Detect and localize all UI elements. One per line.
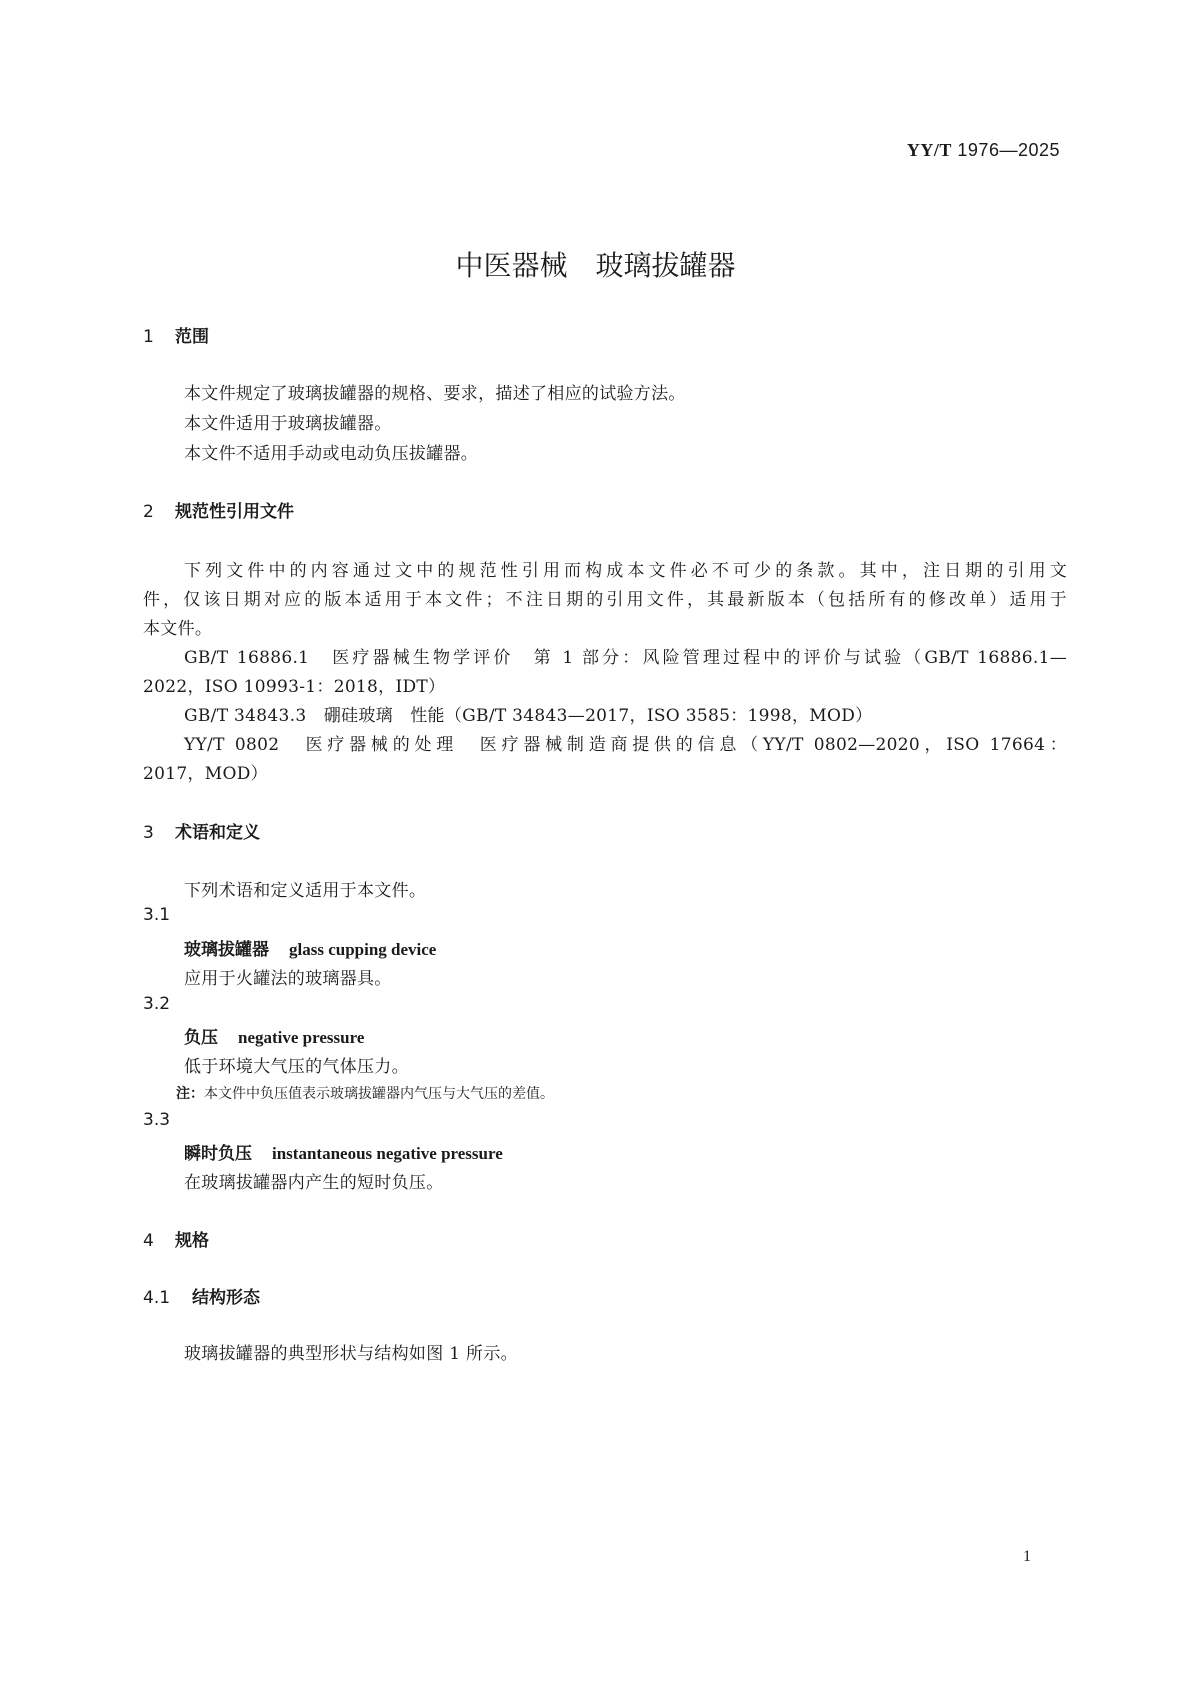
section-title: 规格 [175, 1231, 209, 1251]
reference-2: GB/T 34843.3 硼硅玻璃 性能（GB/T 34843—2017，ISO 3585：1998，MOD） [184, 706, 873, 726]
section-1-para-1: 本文件规定了玻璃拔罐器的规格、要求，描述了相应的试验方法。 [184, 384, 686, 404]
document-code [907, 140, 1060, 161]
subsection-number: 4.1 [143, 1288, 171, 1308]
section-number: 4 [143, 1231, 154, 1251]
section-2-intro-line-2: 件，仅该日期对应的版本适用于本文件；不注日期的引用文件，其最新版本（包括所有的修改单）适用于 [143, 590, 1067, 610]
section-title: 术语和定义 [175, 823, 260, 843]
section-number: 2 [143, 502, 154, 522]
code-prefix: YY/T [906, 140, 952, 160]
section-2-heading [143, 497, 294, 522]
term-zh: 负压 [184, 1028, 218, 1048]
section-3-heading [143, 818, 260, 843]
section-number: 1 [143, 327, 154, 347]
section-3-intro: 下列术语和定义适用于本文件。 [184, 881, 427, 901]
code-number: 1976—2025 [957, 140, 1060, 160]
reference-3-line-2: 2017，MOD） [143, 764, 268, 784]
term-3-3-number: 3.3 [143, 1110, 171, 1130]
term-3-2-note [176, 1083, 554, 1103]
section-1-heading [143, 322, 209, 347]
section-1-para-3: 本文件不适用手动或电动负压拔罐器。 [184, 444, 479, 464]
term-zh: 玻璃拔罐器 [184, 940, 269, 960]
term-en: negative pressure [238, 1028, 365, 1047]
section-title: 规范性引用文件 [175, 502, 294, 522]
section-2-intro-line-3: 本文件。 [143, 619, 213, 639]
subsection-4-1-heading [143, 1283, 260, 1308]
note-text: 本文件中负压值表示玻璃拔罐器内气压与大气压的差值。 [204, 1086, 554, 1102]
term-3-1 [184, 935, 436, 960]
section-1-para-2: 本文件适用于玻璃拔罐器。 [184, 414, 392, 434]
term-en: glass cupping device [289, 940, 437, 959]
section-4-heading [143, 1226, 209, 1251]
subsection-title: 结构形态 [192, 1288, 260, 1308]
section-title: 范围 [175, 327, 209, 347]
reference-3-line-1: YY/T 0802 医疗器械的处理 医疗器械制造商提供的信息（YY/T 0802—2020，ISO 17664： [184, 735, 1067, 755]
reference-1-line-2: 2022，ISO 10993-1：2018，IDT） [143, 677, 446, 697]
reference-1-line-1: GB/T 16886.1 医疗器械生物学评价 第 1 部分：风险管理过程中的评价与试验（GB/T 16886.1— [184, 648, 1067, 668]
term-3-2 [184, 1023, 364, 1048]
term-zh: 瞬时负压 [184, 1144, 252, 1164]
term-3-3-definition: 在玻璃拔罐器内产生的短时负压。 [184, 1173, 444, 1193]
page-number: 1 [1023, 1548, 1031, 1565]
term-3-3 [184, 1139, 503, 1164]
term-3-1-number: 3.1 [143, 905, 171, 925]
document-title: 中医器械 玻璃拔罐器 [455, 249, 736, 282]
term-3-2-number: 3.2 [143, 994, 171, 1014]
term-3-1-definition: 应用于火罐法的玻璃器具。 [184, 969, 392, 989]
subsection-4-1-text: 玻璃拔罐器的典型形状与结构如图 1 所示。 [184, 1344, 518, 1364]
term-en: instantaneous negative pressure [272, 1144, 503, 1163]
section-number: 3 [143, 823, 154, 843]
section-2-intro-line-1: 下列文件中的内容通过文中的规范性引用而构成本文件必不可少的条款。其中，注日期的引用文 [184, 561, 1067, 581]
note-label: 注： [176, 1086, 204, 1102]
term-3-2-definition: 低于环境大气压的气体压力。 [184, 1057, 409, 1077]
